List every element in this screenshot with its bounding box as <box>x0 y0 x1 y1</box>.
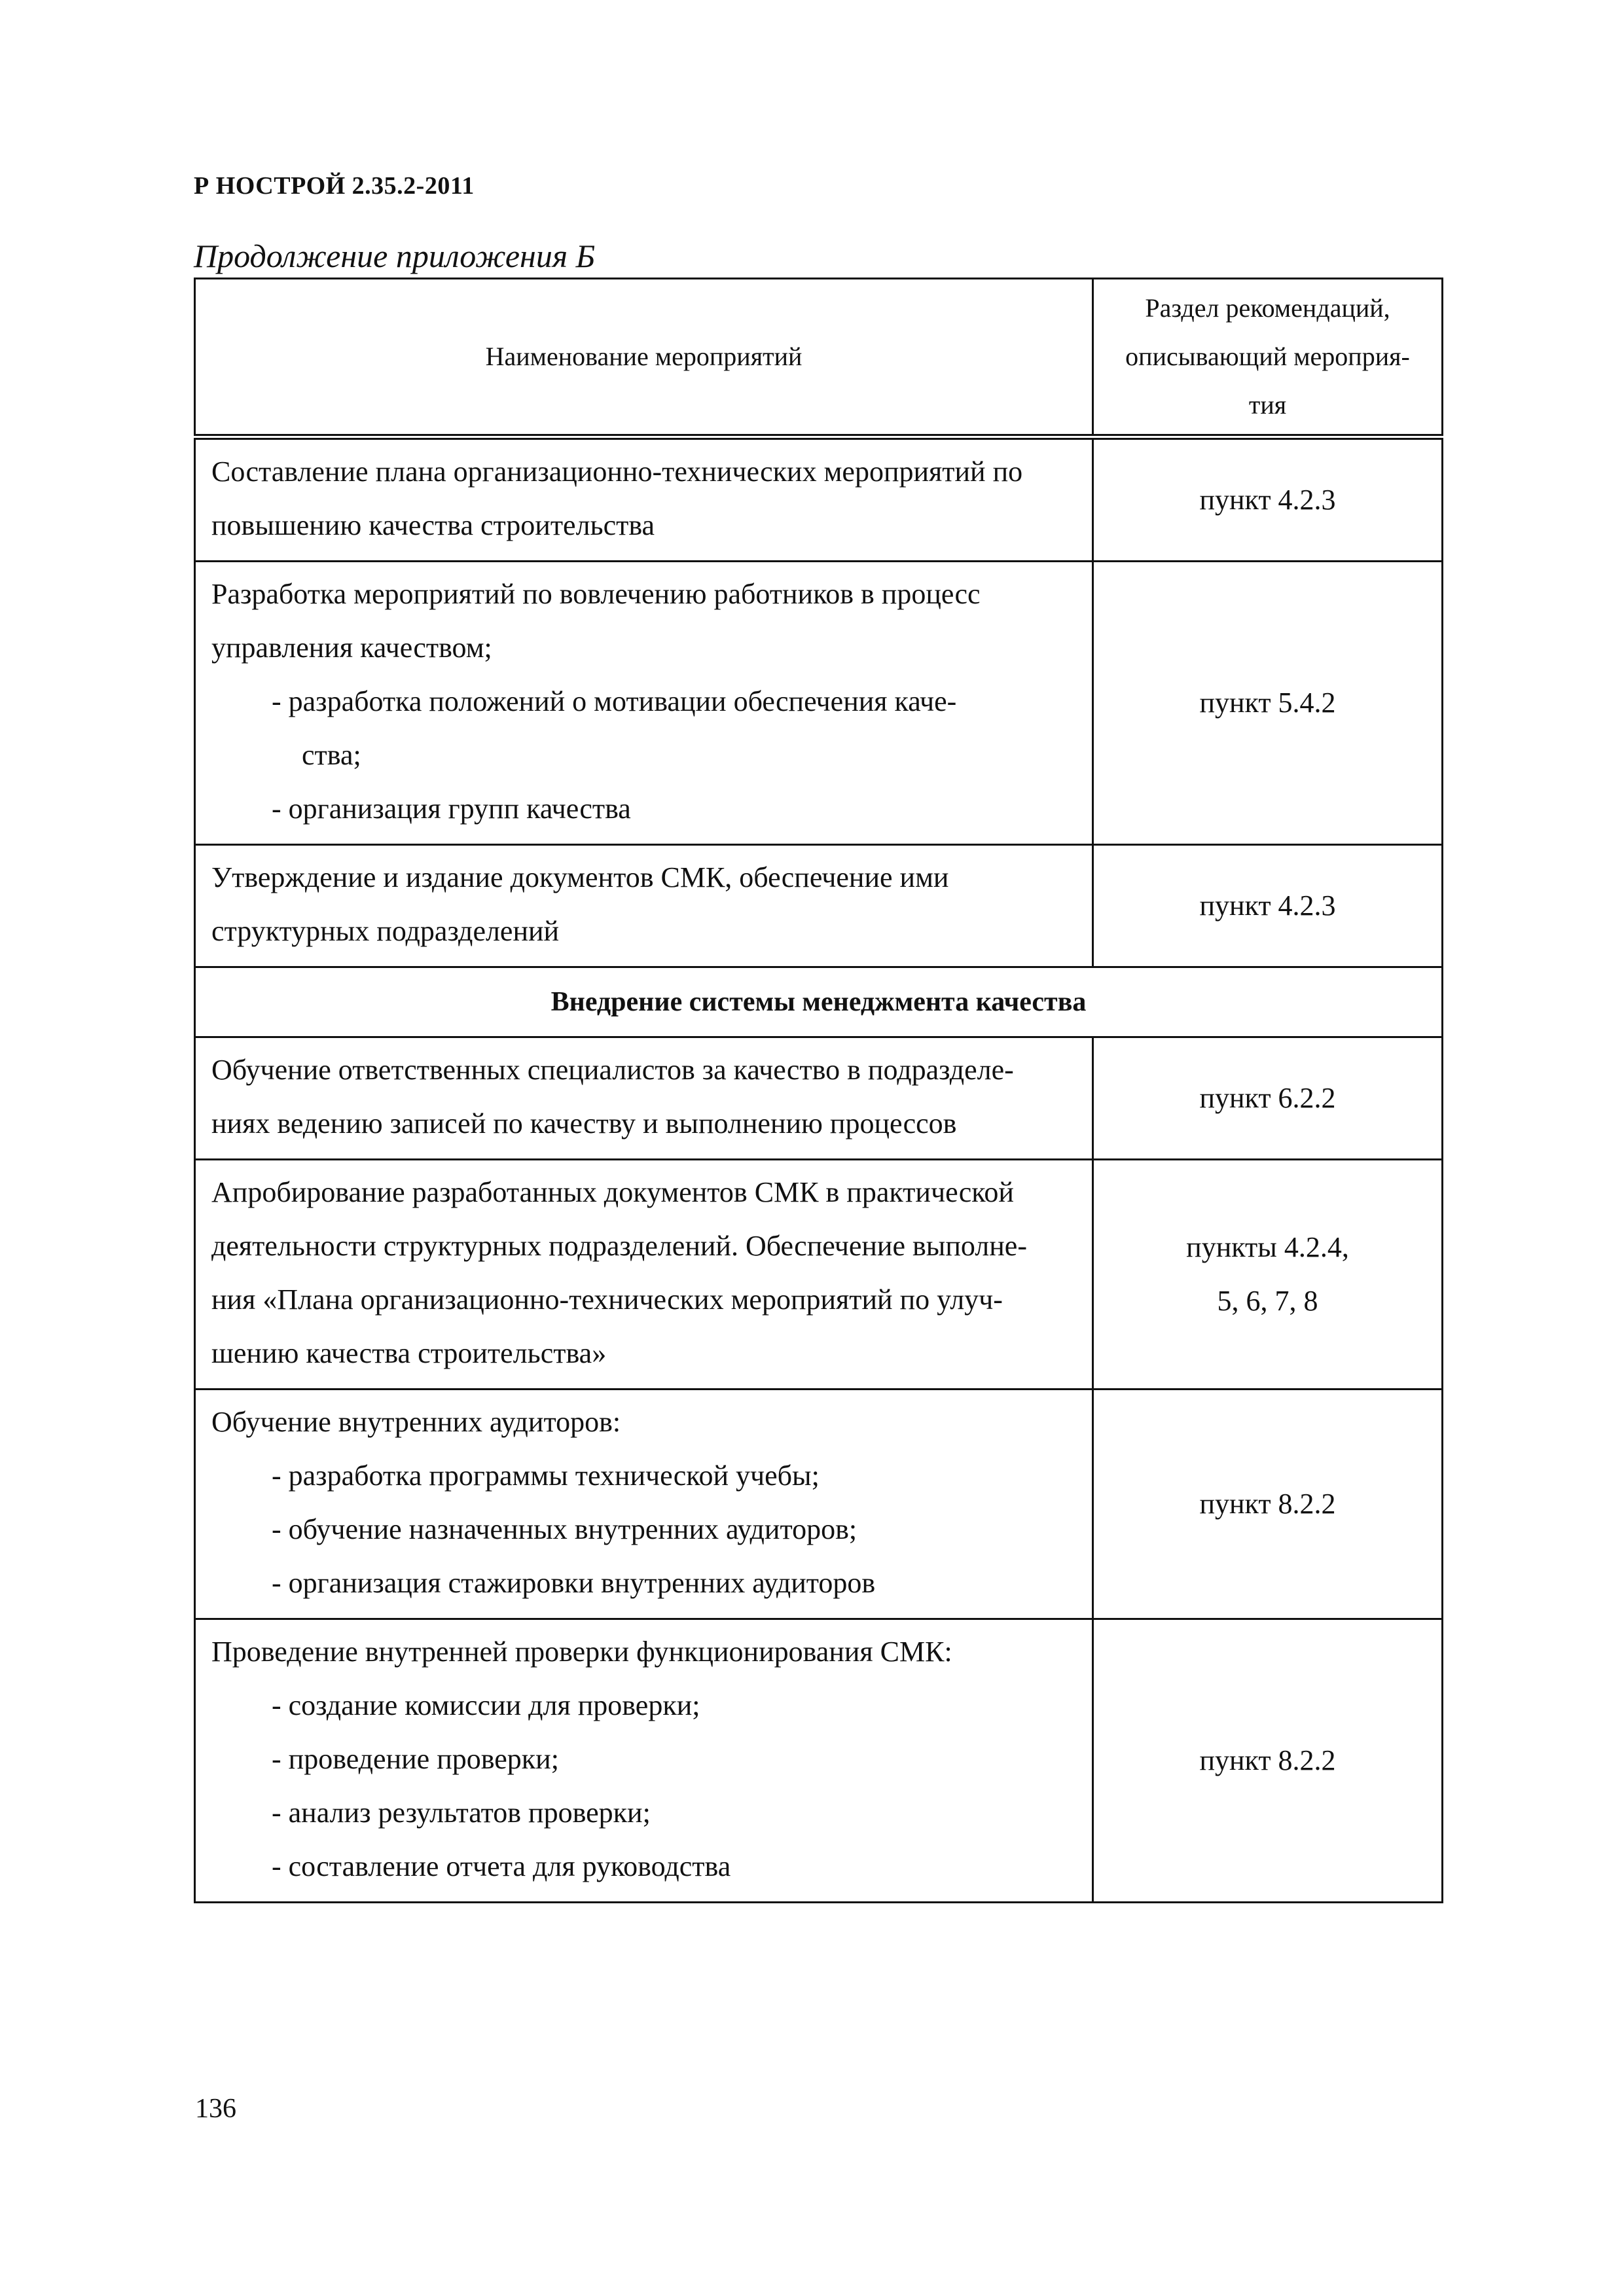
section-reference: пункт 8.2.2 <box>1199 1488 1336 1520</box>
section-reference: пункт 5.4.2 <box>1199 687 1336 719</box>
measure-text-line: Обучение ответственных специалистов за качество в подразделе- <box>211 1054 1014 1086</box>
measure-text-line: ния «Плана организационно-технических мероприятий по улуч- <box>211 1283 1003 1316</box>
measure-text-line: структурных подразделений <box>211 915 560 947</box>
measure-name-cell <box>195 1390 1093 1619</box>
section-reference: 5, 6, 7, 8 <box>1217 1285 1318 1317</box>
measure-name-cell <box>195 562 1093 845</box>
section-title-row <box>195 967 1443 1037</box>
measure-subitem: - составление отчета для руководства <box>272 1850 731 1882</box>
measure-text-line: шению качества строительства» <box>211 1337 607 1369</box>
measure-subitem: - разработка программы технической учебы; <box>272 1460 820 1492</box>
section-reference: пункт 8.2.2 <box>1199 1744 1336 1776</box>
measure-name-cell <box>195 1037 1093 1160</box>
measure-name-cell <box>195 845 1093 967</box>
table-row <box>195 562 1443 845</box>
measure-text-line: Проведение внутренней проверки функционирования СМК: <box>211 1636 952 1668</box>
table-row <box>195 1390 1443 1619</box>
measure-subitem: - создание комиссии для проверки; <box>272 1689 700 1721</box>
section-reference: пункты 4.2.4, <box>1186 1231 1349 1263</box>
continuation-caption: Продолжение приложения Б <box>194 238 596 274</box>
column-header-section-line: описывающий мероприя- <box>1125 342 1410 371</box>
column-header-section-line: Раздел рекомендаций, <box>1145 293 1390 323</box>
measure-text-line: управления качеством; <box>211 632 492 664</box>
measure-text-line: деятельности структурных подразделений. Обеспечение выполне- <box>211 1230 1027 1262</box>
measure-text-line: повышению качества строительства <box>211 509 655 541</box>
measure-name-cell <box>195 437 1093 562</box>
measure-subitem: - анализ результатов проверки; <box>272 1797 651 1829</box>
column-header-section <box>1093 279 1443 437</box>
measure-text-line: Апробирование разработанных документов СМК в практической <box>211 1176 1014 1208</box>
page-number: 136 <box>195 2094 236 2124</box>
measure-subitem: - проведение проверки; <box>272 1743 559 1775</box>
measure-name-cell <box>195 1619 1093 1903</box>
section-reference-cell <box>1093 437 1443 562</box>
section-reference: пункт 6.2.2 <box>1199 1082 1336 1114</box>
section-reference: пункт 4.2.3 <box>1199 484 1336 516</box>
measure-subitem: - обучение назначенных внутренних аудиторов; <box>272 1513 857 1545</box>
section-reference-cell <box>1093 845 1443 967</box>
table-header-row <box>195 279 1443 437</box>
column-header-name: Наименование мероприятий <box>195 279 1093 437</box>
column-header-section-line: тия <box>1248 390 1287 420</box>
section-reference-cell <box>1093 1390 1443 1619</box>
measure-subitem: - организация стажировки внутренних аудиторов <box>272 1567 876 1599</box>
measures-table <box>194 278 1443 1903</box>
section-title: Внедрение системы менеджмента качества <box>195 967 1443 1037</box>
measure-text-line: Составление плана организационно-технических мероприятий по <box>211 456 1023 488</box>
section-reference-cell <box>1093 1619 1443 1903</box>
section-reference-cell <box>1093 1160 1443 1390</box>
section-reference-cell <box>1093 562 1443 845</box>
measure-text-line: ниях ведению записей по качеству и выполнению процессов <box>211 1107 957 1139</box>
measure-text-line: Обучение внутренних аудиторов: <box>211 1406 621 1438</box>
measure-text-line: Утверждение и издание документов СМК, обеспечение ими <box>211 861 949 893</box>
measure-name-cell <box>195 1160 1093 1390</box>
table-row <box>195 1037 1443 1160</box>
measure-subitem: - организация групп качества <box>272 793 631 825</box>
measure-subitem: ства; <box>302 739 361 771</box>
measure-subitem: - разработка положений о мотивации обеспечения каче- <box>272 685 957 717</box>
document-code: Р НОСТРОЙ 2.35.2-2011 <box>194 172 475 200</box>
table-row <box>195 437 1443 562</box>
section-reference-cell <box>1093 1037 1443 1160</box>
table-row <box>195 1160 1443 1390</box>
table-row <box>195 845 1443 967</box>
table-row <box>195 1619 1443 1903</box>
measure-text-line: Разработка мероприятий по вовлечению работников в процесс <box>211 578 981 610</box>
section-reference: пункт 4.2.3 <box>1199 889 1336 922</box>
